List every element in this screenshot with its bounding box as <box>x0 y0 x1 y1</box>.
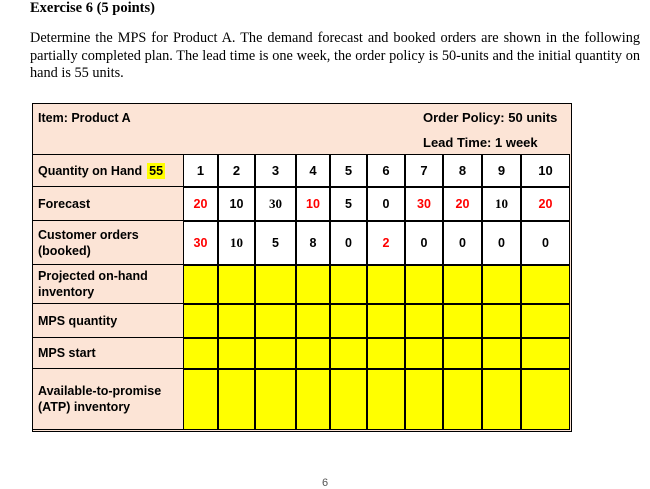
input-cell[interactable] <box>183 338 218 369</box>
input-cell[interactable] <box>255 369 296 430</box>
input-cell[interactable] <box>521 304 570 338</box>
value-cell: 20 <box>183 187 218 221</box>
input-cell[interactable] <box>367 265 405 304</box>
input-cell[interactable] <box>521 338 570 369</box>
input-cell[interactable] <box>296 265 330 304</box>
value-cell: 0 <box>330 221 367 265</box>
value-cell: 8 <box>296 221 330 265</box>
value-cell: 0 <box>482 221 521 265</box>
input-cell[interactable] <box>405 369 443 430</box>
input-cell[interactable] <box>330 265 367 304</box>
value-cell: 0 <box>443 221 482 265</box>
input-cell[interactable] <box>482 369 521 430</box>
value-cell: 30 <box>183 221 218 265</box>
input-cell[interactable] <box>482 338 521 369</box>
week-header-3: 3 <box>255 154 296 187</box>
week-header-4: 4 <box>296 154 330 187</box>
input-cell[interactable] <box>218 265 255 304</box>
input-cell[interactable] <box>443 265 482 304</box>
value-cell: 10 <box>218 221 255 265</box>
value-cell: 0 <box>521 221 570 265</box>
input-cell[interactable] <box>405 265 443 304</box>
value-cell: 10 <box>482 187 521 221</box>
input-cell[interactable] <box>521 369 570 430</box>
value-cell: 30 <box>255 187 296 221</box>
input-cell[interactable] <box>443 338 482 369</box>
input-cell[interactable] <box>330 369 367 430</box>
input-cell[interactable] <box>367 369 405 430</box>
lead-time: Lead Time: 1 week <box>423 134 538 150</box>
week-header-2: 2 <box>218 154 255 187</box>
input-cell[interactable] <box>482 265 521 304</box>
row-label-5: MPS start <box>33 338 183 369</box>
week-header-5: 5 <box>330 154 367 187</box>
input-cell[interactable] <box>367 304 405 338</box>
quantity-on-hand-value: 55 <box>149 163 164 178</box>
input-cell[interactable] <box>521 265 570 304</box>
row-label-1: Forecast <box>33 187 183 221</box>
value-cell: 10 <box>218 187 255 221</box>
value-cell: 20 <box>521 187 570 221</box>
input-cell[interactable] <box>183 304 218 338</box>
row-label-2: Customer orders (booked) <box>33 221 183 265</box>
exercise-description: Determine the MPS for Product A. The demand forecast and booked orders are shown in the following partially completed plan. The lead time is one week, the order policy is 50-units and the initial quantity on hand is 55 units. <box>30 30 640 81</box>
input-cell[interactable] <box>482 304 521 338</box>
value-cell: 20 <box>443 187 482 221</box>
input-cell[interactable] <box>296 304 330 338</box>
week-header-6: 6 <box>367 154 405 187</box>
input-cell[interactable] <box>330 338 367 369</box>
value-cell: 2 <box>367 221 405 265</box>
week-header-9: 9 <box>482 154 521 187</box>
quantity-on-hand-text: Quantity on Hand <box>38 163 143 178</box>
row-label-4: MPS quantity <box>33 304 183 338</box>
input-cell[interactable] <box>405 304 443 338</box>
input-cell[interactable] <box>255 304 296 338</box>
value-cell: 10 <box>296 187 330 221</box>
value-cell: 0 <box>405 221 443 265</box>
value-cell: 5 <box>330 187 367 221</box>
input-cell[interactable] <box>218 304 255 338</box>
page-number: 6 <box>322 477 329 489</box>
input-cell[interactable] <box>218 369 255 430</box>
input-cell[interactable] <box>255 265 296 304</box>
input-cell[interactable] <box>183 369 218 430</box>
row-label-3: Projected on-hand inventory <box>33 265 183 304</box>
input-cell[interactable] <box>183 265 218 304</box>
input-cell[interactable] <box>218 338 255 369</box>
value-cell: 5 <box>255 221 296 265</box>
input-cell[interactable] <box>443 369 482 430</box>
value-cell: 30 <box>405 187 443 221</box>
week-header-7: 7 <box>405 154 443 187</box>
input-cell[interactable] <box>255 338 296 369</box>
item-label: Item: Product A <box>38 110 131 125</box>
value-cell: 0 <box>367 187 405 221</box>
week-header-1: 1 <box>183 154 218 187</box>
mps-table <box>32 103 572 432</box>
order-policy: Order Policy: 50 units <box>423 109 558 125</box>
input-cell[interactable] <box>443 304 482 338</box>
input-cell[interactable] <box>296 369 330 430</box>
input-cell[interactable] <box>405 338 443 369</box>
input-cell[interactable] <box>330 304 367 338</box>
row-label-6: Available-to-promise (ATP) inventory <box>33 369 183 430</box>
exercise-heading: Exercise 6 (5 points) <box>30 0 155 16</box>
input-cell[interactable] <box>296 338 330 369</box>
week-header-8: 8 <box>443 154 482 187</box>
week-header-10: 10 <box>521 154 570 187</box>
input-cell[interactable] <box>367 338 405 369</box>
quantity-on-hand-label <box>33 154 183 187</box>
